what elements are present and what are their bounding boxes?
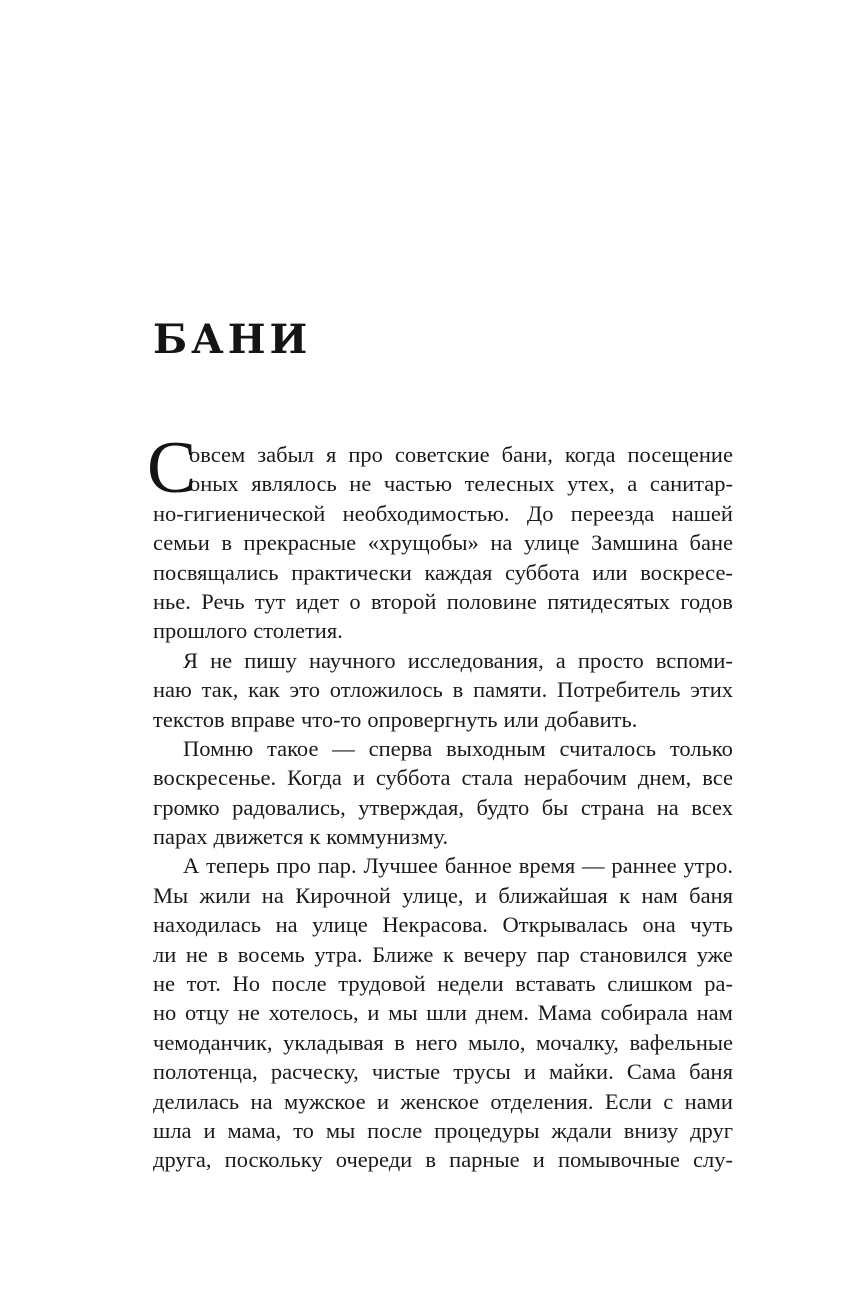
word: пар. — [317, 853, 357, 879]
word: ждали — [551, 1117, 612, 1143]
text-line — [153, 822, 733, 851]
text-line — [153, 940, 733, 969]
word: Если — [604, 1088, 652, 1114]
word: и — [367, 1000, 380, 1026]
word: но-гигиенической — [153, 500, 326, 526]
word: наю — [153, 677, 192, 703]
word: Когда — [287, 765, 342, 791]
text-line — [153, 705, 733, 734]
word: этих — [690, 677, 733, 703]
word: полотенца, — [153, 1059, 258, 1085]
word: внизу — [623, 1117, 679, 1143]
word: Потребитель — [557, 677, 681, 703]
word: восемь — [237, 941, 305, 967]
word: овсем — [189, 442, 246, 467]
word: парные — [449, 1147, 520, 1173]
word: это — [289, 677, 320, 703]
word: и — [352, 765, 365, 791]
word: исследования, — [407, 647, 544, 673]
word: До — [526, 500, 554, 526]
word: про — [348, 442, 383, 467]
text-line — [153, 910, 733, 939]
word: так, — [201, 677, 239, 703]
word: санитар- — [649, 471, 733, 497]
word: после — [271, 971, 327, 997]
word: нашей — [671, 500, 733, 526]
word: но — [153, 1000, 177, 1026]
text-line — [153, 499, 733, 528]
word: тот. — [186, 971, 221, 997]
word: трусы — [453, 1059, 511, 1085]
word: Лучшее — [363, 853, 439, 879]
word: парах — [153, 824, 208, 850]
word: слишком — [607, 971, 693, 997]
word: практически — [291, 559, 412, 585]
chapter-title: БАНИ — [153, 316, 312, 363]
word: в — [217, 941, 229, 967]
word: воскресенье. — [153, 765, 277, 791]
word: или — [592, 559, 628, 585]
word: вправе — [230, 706, 295, 732]
word: в — [394, 1029, 405, 1055]
word: мы — [325, 1117, 356, 1143]
word: Но — [232, 971, 260, 997]
text-line — [153, 1116, 733, 1145]
word: не — [237, 1000, 260, 1026]
text-line — [153, 528, 733, 557]
word: на — [490, 530, 513, 556]
word: очереди — [335, 1147, 413, 1173]
word: в — [425, 1147, 436, 1173]
word: сперва — [368, 735, 433, 761]
word: добавить. — [544, 706, 638, 732]
word: воскресе- — [640, 559, 733, 585]
text-line — [153, 851, 733, 880]
word: время — [518, 853, 576, 879]
word: к — [619, 882, 631, 908]
word: баня — [689, 882, 733, 908]
word: столетия. — [253, 618, 343, 644]
word: улице — [523, 530, 580, 556]
word: и — [474, 882, 487, 908]
word: к — [443, 941, 454, 967]
word: баня — [689, 1059, 733, 1085]
text-line — [153, 675, 733, 704]
word: становился — [579, 941, 688, 967]
word: днем, — [637, 765, 692, 791]
word: жили — [199, 882, 251, 908]
word: не — [349, 471, 372, 497]
word: мы — [388, 1000, 418, 1026]
word: когда — [564, 442, 616, 467]
word: после — [367, 1117, 423, 1143]
word: друга, — [153, 1147, 212, 1173]
word: «хрущобы» — [367, 530, 479, 556]
word: а — [627, 471, 638, 497]
word: что-то — [300, 706, 362, 732]
word: семьи — [153, 530, 210, 556]
word: стала — [461, 765, 513, 791]
word: отложилось — [329, 677, 443, 703]
word: не — [153, 971, 176, 997]
word: отделения. — [490, 1088, 594, 1114]
word: громко — [153, 794, 220, 820]
word: недели — [437, 971, 504, 997]
word: укладывая — [283, 1029, 384, 1055]
word: — — [332, 735, 355, 761]
word: А — [183, 853, 200, 879]
text-line — [153, 969, 733, 998]
word: — — [582, 853, 605, 879]
word: посещение — [627, 442, 733, 467]
text-line — [153, 763, 733, 792]
word: она — [642, 912, 676, 938]
word: Мы — [153, 882, 189, 908]
word: все — [702, 765, 733, 791]
word: делилась — [153, 1088, 240, 1114]
text-line — [153, 1057, 733, 1086]
word: нье. — [153, 588, 191, 614]
word: днем. — [475, 1000, 529, 1026]
word: суббота — [505, 559, 580, 585]
word: а — [555, 647, 566, 673]
word: выходным — [446, 735, 546, 761]
word: являлось — [251, 471, 337, 497]
word: ли — [153, 941, 177, 967]
word: памяти. — [473, 677, 548, 703]
word: каждая — [424, 559, 493, 585]
word: отцу — [185, 1000, 230, 1026]
word: мочалку, — [536, 1029, 619, 1055]
text-line — [153, 1028, 733, 1057]
text-line — [153, 440, 733, 469]
word: поскольку — [224, 1147, 323, 1173]
word: тут — [254, 588, 286, 614]
word: и — [376, 1088, 389, 1114]
text-line — [153, 558, 733, 587]
word: Открывалась — [502, 912, 628, 938]
word: Замшина — [591, 530, 678, 556]
word: только — [669, 735, 733, 761]
word: Некрасова. — [382, 912, 488, 938]
word: идет — [295, 588, 340, 614]
word: улице — [312, 912, 368, 938]
word: годов — [680, 588, 733, 614]
word: про — [276, 853, 311, 879]
word: на — [275, 912, 298, 938]
text-line — [153, 646, 733, 675]
word: советские — [394, 442, 490, 467]
word: считалось — [559, 735, 657, 761]
word: суббота — [375, 765, 451, 791]
word: находилась — [153, 912, 261, 938]
word: слу- — [692, 1147, 733, 1173]
word: теперь — [206, 853, 270, 879]
word: шла — [153, 1117, 192, 1143]
word: нам — [641, 882, 678, 908]
word: ра- — [704, 971, 733, 997]
word: ближайшая — [498, 882, 608, 908]
word: вспоми- — [655, 647, 733, 673]
word: майки. — [549, 1059, 614, 1085]
word: шли — [426, 1000, 467, 1026]
text-line — [153, 1145, 733, 1174]
word: на — [261, 882, 284, 908]
word: пар — [536, 941, 570, 967]
word: Сама — [626, 1059, 676, 1085]
word: бани, — [501, 442, 553, 467]
word: чистые — [371, 1059, 441, 1085]
word: Помню — [183, 735, 254, 761]
word: я — [325, 442, 337, 467]
word: или — [503, 706, 539, 732]
word: на — [656, 794, 679, 820]
word: мама, — [227, 1117, 282, 1143]
word: друг — [690, 1117, 733, 1143]
word: телесных — [464, 471, 555, 497]
word: не — [210, 647, 233, 673]
text-line — [153, 793, 733, 822]
text-line — [153, 469, 733, 498]
text-line — [153, 1087, 733, 1116]
word: движется — [213, 824, 304, 850]
word: процедуры — [434, 1117, 540, 1143]
word: уже — [696, 941, 733, 967]
word: такое — [267, 735, 319, 761]
word: нами — [684, 1088, 733, 1114]
word: собирала — [600, 1000, 688, 1026]
word: мужское — [283, 1088, 366, 1114]
word: частью — [383, 471, 453, 497]
word: в — [452, 677, 464, 703]
word: расческу, — [270, 1059, 359, 1085]
word: Я — [183, 647, 199, 673]
word: банное — [444, 853, 512, 879]
drop-cap: С — [147, 427, 197, 509]
word: хотелось, — [268, 1000, 359, 1026]
word: пишу — [244, 647, 297, 673]
word: вставать — [515, 971, 596, 997]
word: просто — [577, 647, 644, 673]
text-line — [153, 881, 733, 910]
word: вечеру — [463, 941, 527, 967]
word: второй — [370, 588, 437, 614]
word: утра. — [314, 941, 363, 967]
word: половине — [446, 588, 537, 614]
word: не — [185, 941, 208, 967]
word: текстов — [153, 706, 225, 732]
text-line — [153, 616, 733, 645]
word: утро. — [683, 853, 733, 879]
word: нам — [696, 1000, 733, 1026]
text-line — [153, 998, 733, 1027]
word: на — [250, 1088, 273, 1114]
word: бане — [689, 530, 733, 556]
word: научного — [308, 647, 396, 673]
word: Кирочной — [295, 882, 391, 908]
word: него — [415, 1029, 458, 1055]
word: и — [532, 1147, 545, 1173]
word: чуть — [690, 912, 733, 938]
body-text — [147, 427, 733, 1175]
word: с — [663, 1088, 674, 1114]
word: то — [293, 1117, 314, 1143]
word: в — [221, 530, 232, 556]
word: забыл — [257, 442, 314, 467]
word: Речь — [201, 588, 245, 614]
word: посвящались — [153, 559, 279, 585]
word: утех, — [567, 471, 615, 497]
word: трудовой — [338, 971, 426, 997]
word: женское — [400, 1088, 479, 1114]
word: раннее — [611, 853, 677, 879]
word: вафельные — [629, 1029, 733, 1055]
word: переезда — [570, 500, 655, 526]
word: радовались, — [232, 794, 346, 820]
word: прекрасные — [243, 530, 357, 556]
word: всех — [691, 794, 733, 820]
word: оных — [189, 471, 239, 497]
word: улице, — [402, 882, 464, 908]
word: мыло, — [467, 1029, 526, 1055]
word: и — [203, 1117, 216, 1143]
word: и — [523, 1059, 536, 1085]
word: прошлого — [153, 618, 248, 644]
text-line — [153, 587, 733, 616]
word: опровергнуть — [367, 706, 498, 732]
text-line — [153, 734, 733, 763]
word: коммунизму. — [326, 824, 449, 850]
word: Ближе — [372, 941, 434, 967]
word: необходимостью. — [342, 500, 510, 526]
word: о — [349, 588, 361, 614]
word: пятидесятых — [547, 588, 670, 614]
word: как — [248, 677, 280, 703]
word: утверждая, — [358, 794, 464, 820]
word: будто — [476, 794, 530, 820]
word: чемоданчик, — [153, 1029, 273, 1055]
word: помывочные — [557, 1147, 680, 1173]
word: нерабочим — [523, 765, 627, 791]
word: к — [309, 824, 321, 850]
word: страна — [580, 794, 645, 820]
word: Мама — [537, 1000, 592, 1026]
word: бы — [541, 794, 569, 820]
